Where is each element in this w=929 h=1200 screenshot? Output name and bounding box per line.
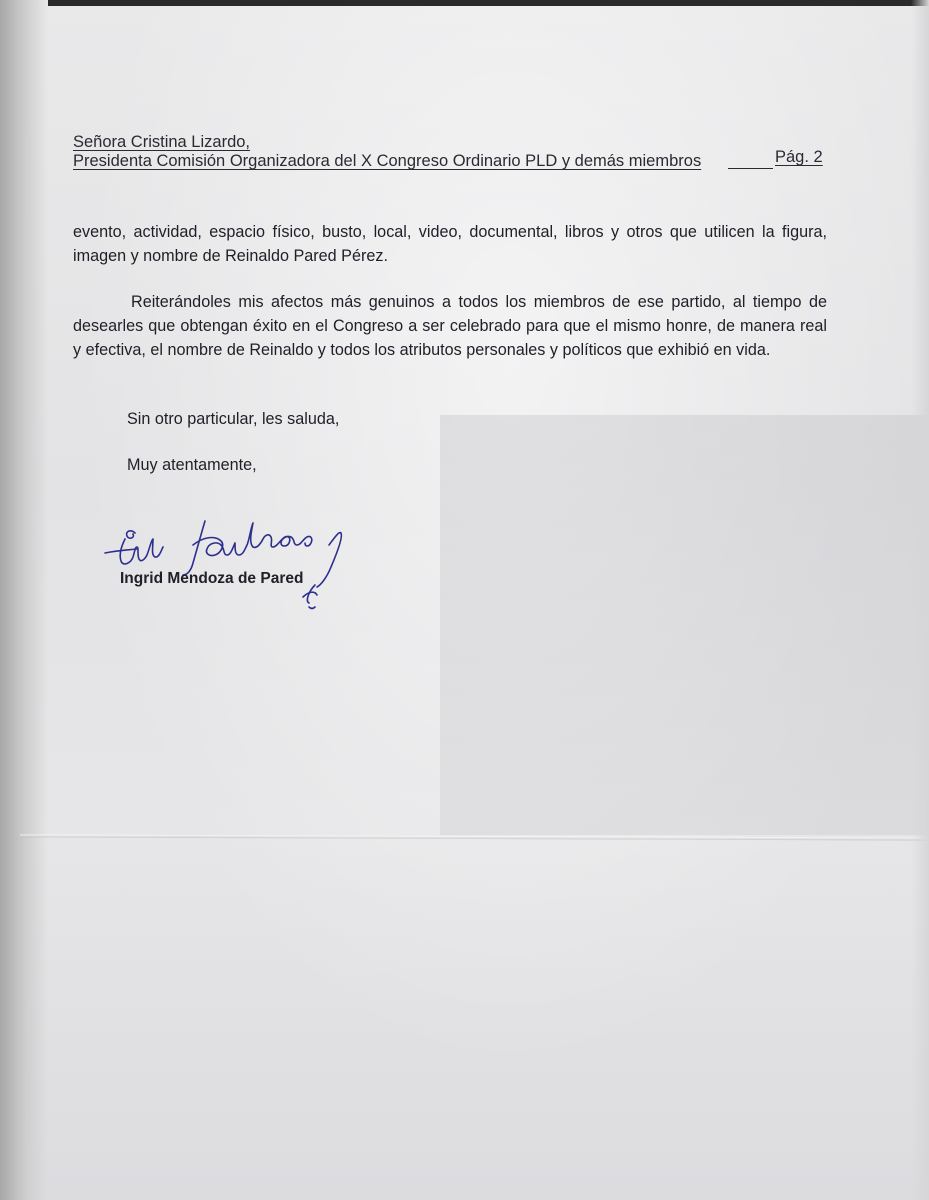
recipient-line: Señora Cristina Lizardo, — [73, 133, 251, 151]
valediction: Muy atentamente, — [127, 456, 257, 474]
paper-fold-shadow — [0, 0, 48, 1200]
closing-line: Sin otro particular, les saluda, — [127, 410, 340, 428]
recipient-position-line: Presidenta Comisión Organizadora del X Congreso Ordinario PLD y demás miembros — [73, 152, 702, 170]
signer-name: Ingrid Mendoza de Pared — [120, 570, 304, 587]
header-underline — [728, 168, 773, 169]
paper-crease — [20, 834, 929, 840]
paper-right-edge — [911, 0, 929, 1200]
body-paragraph-2: Reiterándoles mis afectos más genuinos a todos los miembros de ese partido, al tiempo de desearles que obtengan éxito en el Congreso a ser celebrado para que el mismo honre, de manera real y efectiva, el nombre de Reinaldo y todos los atributos personales y políticos que exhibió en vida. — [73, 293, 827, 359]
body-paragraph-1: evento, actividad, espacio físico, busto, local, video, documental, libros y otros que utilicen la figura, imagen y nombre de Reinaldo Pared Pérez. — [73, 223, 827, 265]
top-edge — [48, 0, 929, 6]
page-number: Pág. 2 — [775, 148, 823, 166]
paper-shadow — [440, 415, 929, 835]
